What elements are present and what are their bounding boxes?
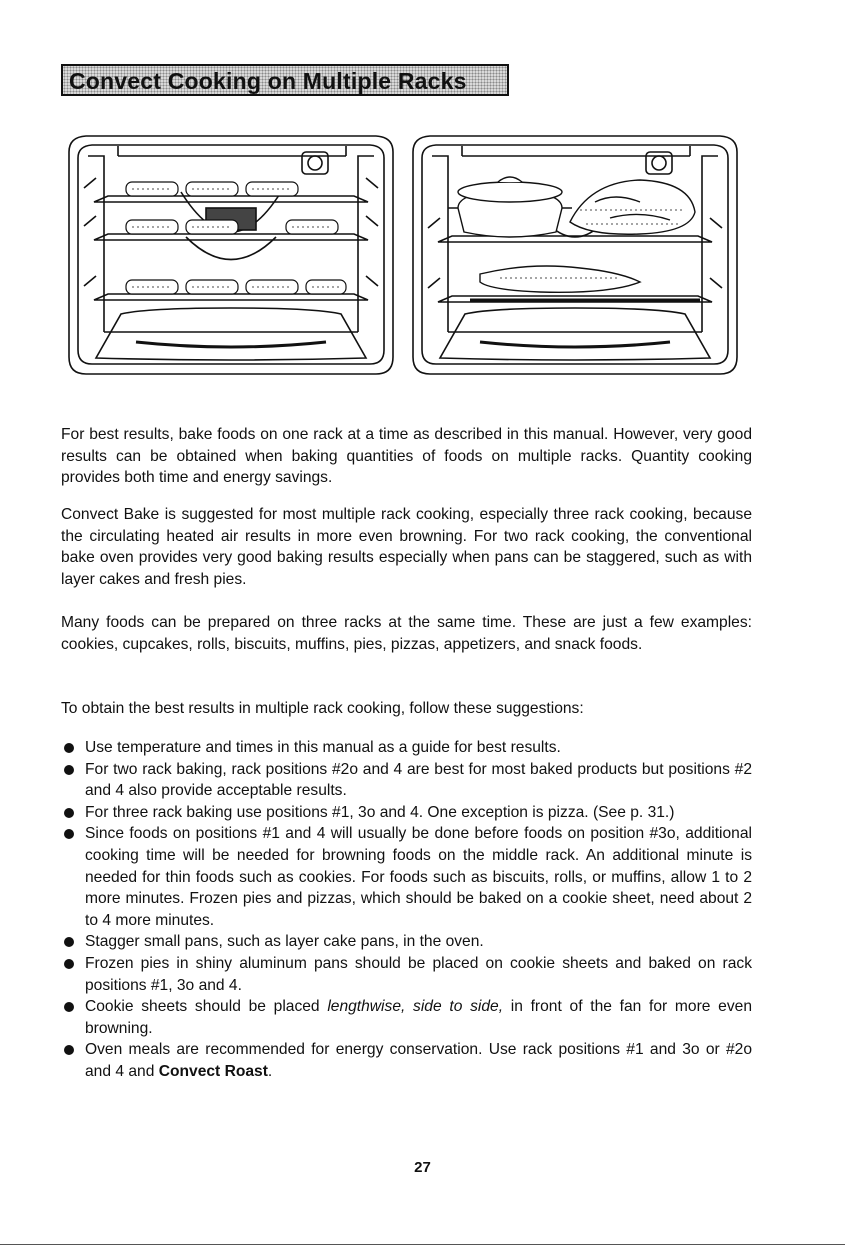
list-item: Frozen pies in shiny aluminum pans should be placed on cookie sheets and baked on rack positions #1, 3o and 4.: [61, 953, 752, 996]
page-title: Convect Cooking on Multiple Racks: [69, 68, 467, 94]
bullet-icon: [64, 1045, 74, 1055]
foods-paragraph: Many foods can be prepared on three racks at the same time. These are just a few examples: cookies, cupcakes, rolls, biscuits, muffins, pies, pizzas, appetizers, and snack foods.: [61, 614, 752, 653]
intro-paragraph: For best results, bake foods on one rack at a time as described in this manual. However, very good results can be obtained when baking quantities of foods on multiple racks. Quantity cooking provides both time and energy savings.: [61, 426, 752, 486]
bullet-icon: [64, 808, 74, 818]
footer-divider: [0, 1244, 845, 1245]
oven-meal-illustration: [410, 132, 740, 378]
bullet-icon: [64, 959, 74, 969]
page-number: 27: [414, 1159, 431, 1176]
bullet-icon: [64, 1002, 74, 1012]
bullet-icon: [64, 937, 74, 947]
suggestions-intro: To obtain the best results in multiple rack cooking, follow these suggestions:: [61, 700, 584, 717]
list-item: For three rack baking use positions #1, 3o and 4. One exception is pizza. (See p. 31.): [61, 802, 752, 824]
list-item: Stagger small pans, such as layer cake pans, in the oven.: [61, 931, 752, 953]
list-item: Oven meals are recommended for energy conservation. Use rack positions #1 and 3o or #2o and 4 and Convect Roast.: [61, 1039, 752, 1082]
list-item: For two rack baking, rack positions #2o and 4 are best for most baked products but positions #2 and 4 also provide acceptable results.: [61, 759, 752, 802]
title-banner: [61, 64, 509, 96]
list-item: Since foods on positions #1 and 4 will usually be done before foods on position #3o, additional cooking time will be needed for browning foods on the middle rack. An additional minute is needed for thin foods such as cookies. For foods such as biscuits, rolls, or muffins, allow 1 to 2 more minutes. Frozen pies and pizzas, which should be baked on a cookie sheet, need about 2 to 4 more minutes.: [61, 823, 752, 931]
bullet-icon: [64, 829, 74, 839]
convect-bake-paragraph: Convect Bake is suggested for most multiple rack cooking, especially three rack cooking, because the circulating heated air results in more even browning. For two rack cooking, the conventional bake oven provides very good baking results especially when pans can be staggered, such as with layer cakes and fresh pies.: [61, 506, 752, 588]
suggestions-list: [61, 737, 752, 1083]
list-item: Cookie sheets should be placed lengthwise, side to side, in front of the fan for more even browning.: [61, 996, 752, 1039]
bullet-icon: [64, 765, 74, 775]
bullet-icon: [64, 743, 74, 753]
oven-cookies-illustration: [66, 132, 396, 378]
list-item: Use temperature and times in this manual as a guide for best results.: [61, 737, 752, 759]
